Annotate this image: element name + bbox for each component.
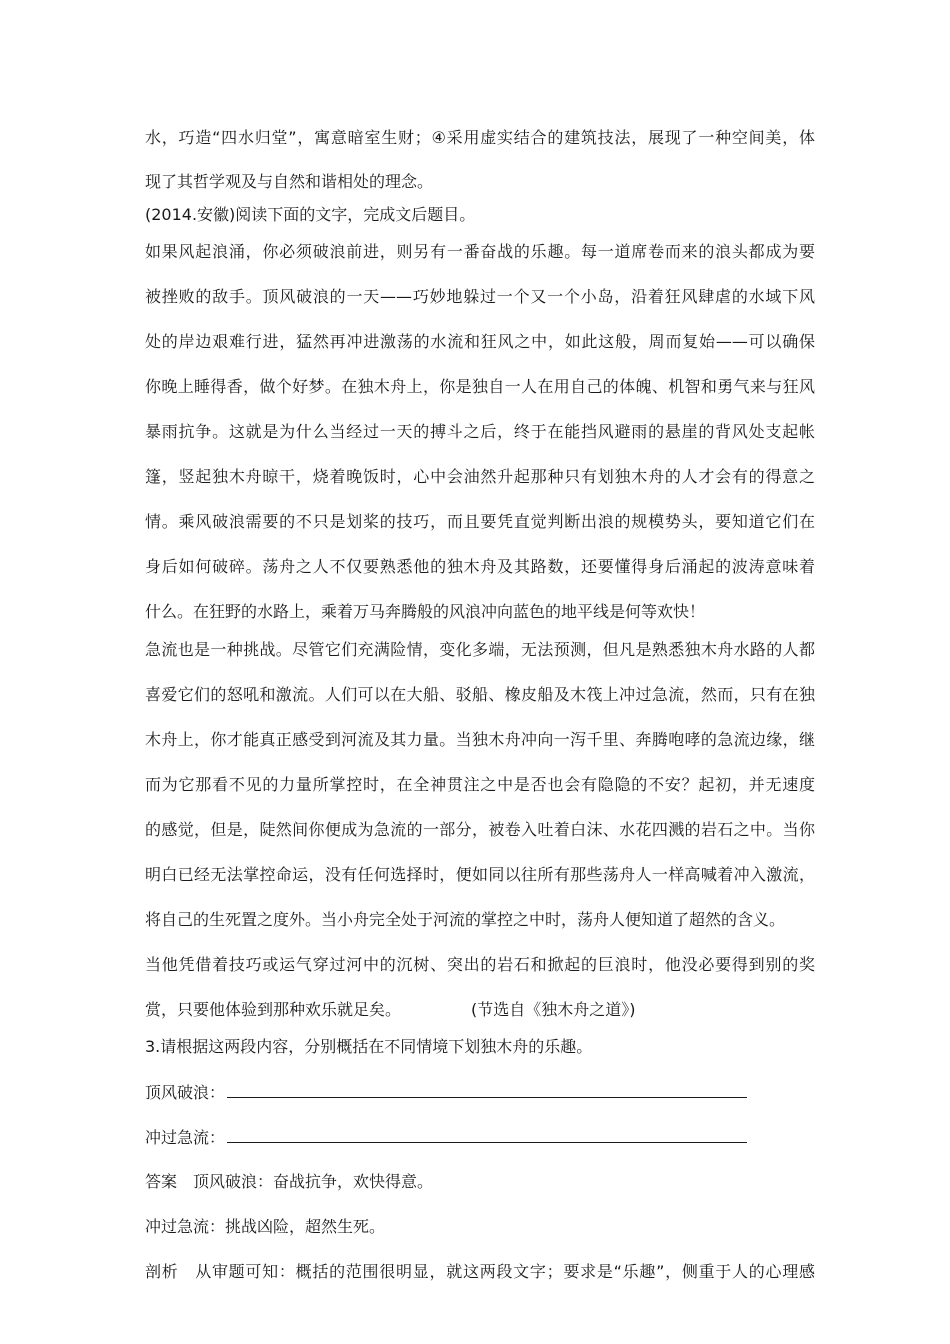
- analysis-line-1: 剖析 从审题可知：概括的范围很明显，就这两段文字；要求是“乐趣”，侧重于人的心理感: [145, 1262, 815, 1281]
- passage-p1-line: 如果风起浪涌，你必须破浪前进，则另有一番奋战的乐趣。每一道席卷而来的浪头都成为要: [145, 242, 815, 261]
- answer-field-2: [145, 1127, 815, 1148]
- passage-p1-line: 什么。在狂野的水路上，乘着万马奔腾般的风浪冲向蓝色的地平线是何等欢快！: [145, 602, 706, 621]
- passage-p2-line: 当他凭借着技巧或运气穿过河中的沉树、突出的岩石和掀起的巨浪时，他没必要得到别的奖: [145, 955, 815, 974]
- passage-p2-line: 木舟上，你才能真正感受到河流及其力量。当独木舟冲向一泻千里、奔腾咆哮的急流边缘，继: [145, 730, 815, 749]
- answer-field-1: [145, 1082, 815, 1103]
- passage-p1-line: 你晚上睡得香，做个好梦。在独木舟上，你是独自一人在用自己的体魄、机智和勇气来与狂风: [145, 377, 815, 396]
- passage-p1-line: 篷，竖起独木舟晾干，烧着晚饭时，心中会油然升起那种只有划独木舟的人才会有的得意之: [145, 467, 815, 486]
- passage-p1-line: 情。乘风破浪需要的不只是划桨的技巧，而且要凭直觉判断出浪的规模势头，要知道它们在: [145, 512, 815, 531]
- field-1-label: 顶风破浪：: [145, 1083, 226, 1102]
- source-header: (2014.安徽)阅读下面的文字，完成文后题目。: [145, 205, 476, 224]
- passage-p1-line: 被挫败的敌手。顶风破浪的一天——巧妙地躲过一个又一个小岛，沿着狂风肆虐的水域下风: [145, 287, 815, 306]
- question-prompt: 3.请根据这两段内容，分别概括在不同情境下划独木舟的乐趣。: [145, 1037, 593, 1056]
- intro-line-1: 水，巧造“四水归堂”，寓意暗室生财；④采用虚实结合的建筑技法，展现了一种空间美，体: [145, 128, 815, 147]
- passage-p2-line: 急流也是一种挑战。尽管它们充满险情，变化多端，无法预测，但凡是熟悉独木舟水路的人都: [145, 640, 815, 659]
- passage-p2-line: 赏，只要他体验到那种欢乐就足矣。: [145, 1000, 402, 1019]
- source-note: (节选自《独木舟之道》): [471, 1000, 636, 1019]
- answer-blank-2[interactable]: [227, 1127, 747, 1143]
- field-2-label: 冲过急流：: [145, 1128, 226, 1147]
- answer-line-2: 冲过急流：挑战凶险，超然生死。: [145, 1217, 386, 1236]
- answer-line-1: 答案 顶风破浪：奋战抗争，欢快得意。: [145, 1172, 434, 1191]
- passage-p2-line: 喜爱它们的怒吼和激流。人们可以在大船、驳船、橡皮船及木筏上冲过急流，然而，只有在独: [145, 685, 815, 704]
- passage-p1-line: 身后如何破碎。荡舟之人不仅要熟悉他的独木舟及其路数，还要懂得身后涌起的波涛意味着: [145, 557, 815, 576]
- passage-p2-last-line: [145, 1000, 815, 1020]
- passage-p2-line: 的感觉，但是，陡然间你便成为急流的一部分，被卷入吐着白沫、水花四溅的岩石之中。当你: [145, 820, 815, 839]
- passage-p1-line: 暴雨抗争。这就是为什么当经过一天的搏斗之后，终于在能挡风避雨的悬崖的背风处支起帐: [145, 422, 815, 441]
- passage-p2-line: 明白已经无法掌控命运，没有任何选择时，便如同以往所有那些荡舟人一样高喊着冲入激流，: [145, 865, 815, 884]
- intro-line-2: 现了其哲学观及与自然和谐相处的理念。: [145, 172, 434, 191]
- passage-p2-line: 将自己的生死置之度外。当小舟完全处于河流的掌控之中时，荡舟人便知道了超然的含义。: [145, 910, 786, 929]
- passage-p1-line: 处的岸边艰难行进，猛然再冲进激荡的水流和狂风之中，如此这般，周而复始——可以确保: [145, 332, 815, 351]
- answer-blank-1[interactable]: [227, 1082, 747, 1098]
- passage-p2-line: 而为它那看不见的力量所掌控时，在全神贯注之中是否也会有隐隐的不安？起初，并无速度: [145, 775, 815, 794]
